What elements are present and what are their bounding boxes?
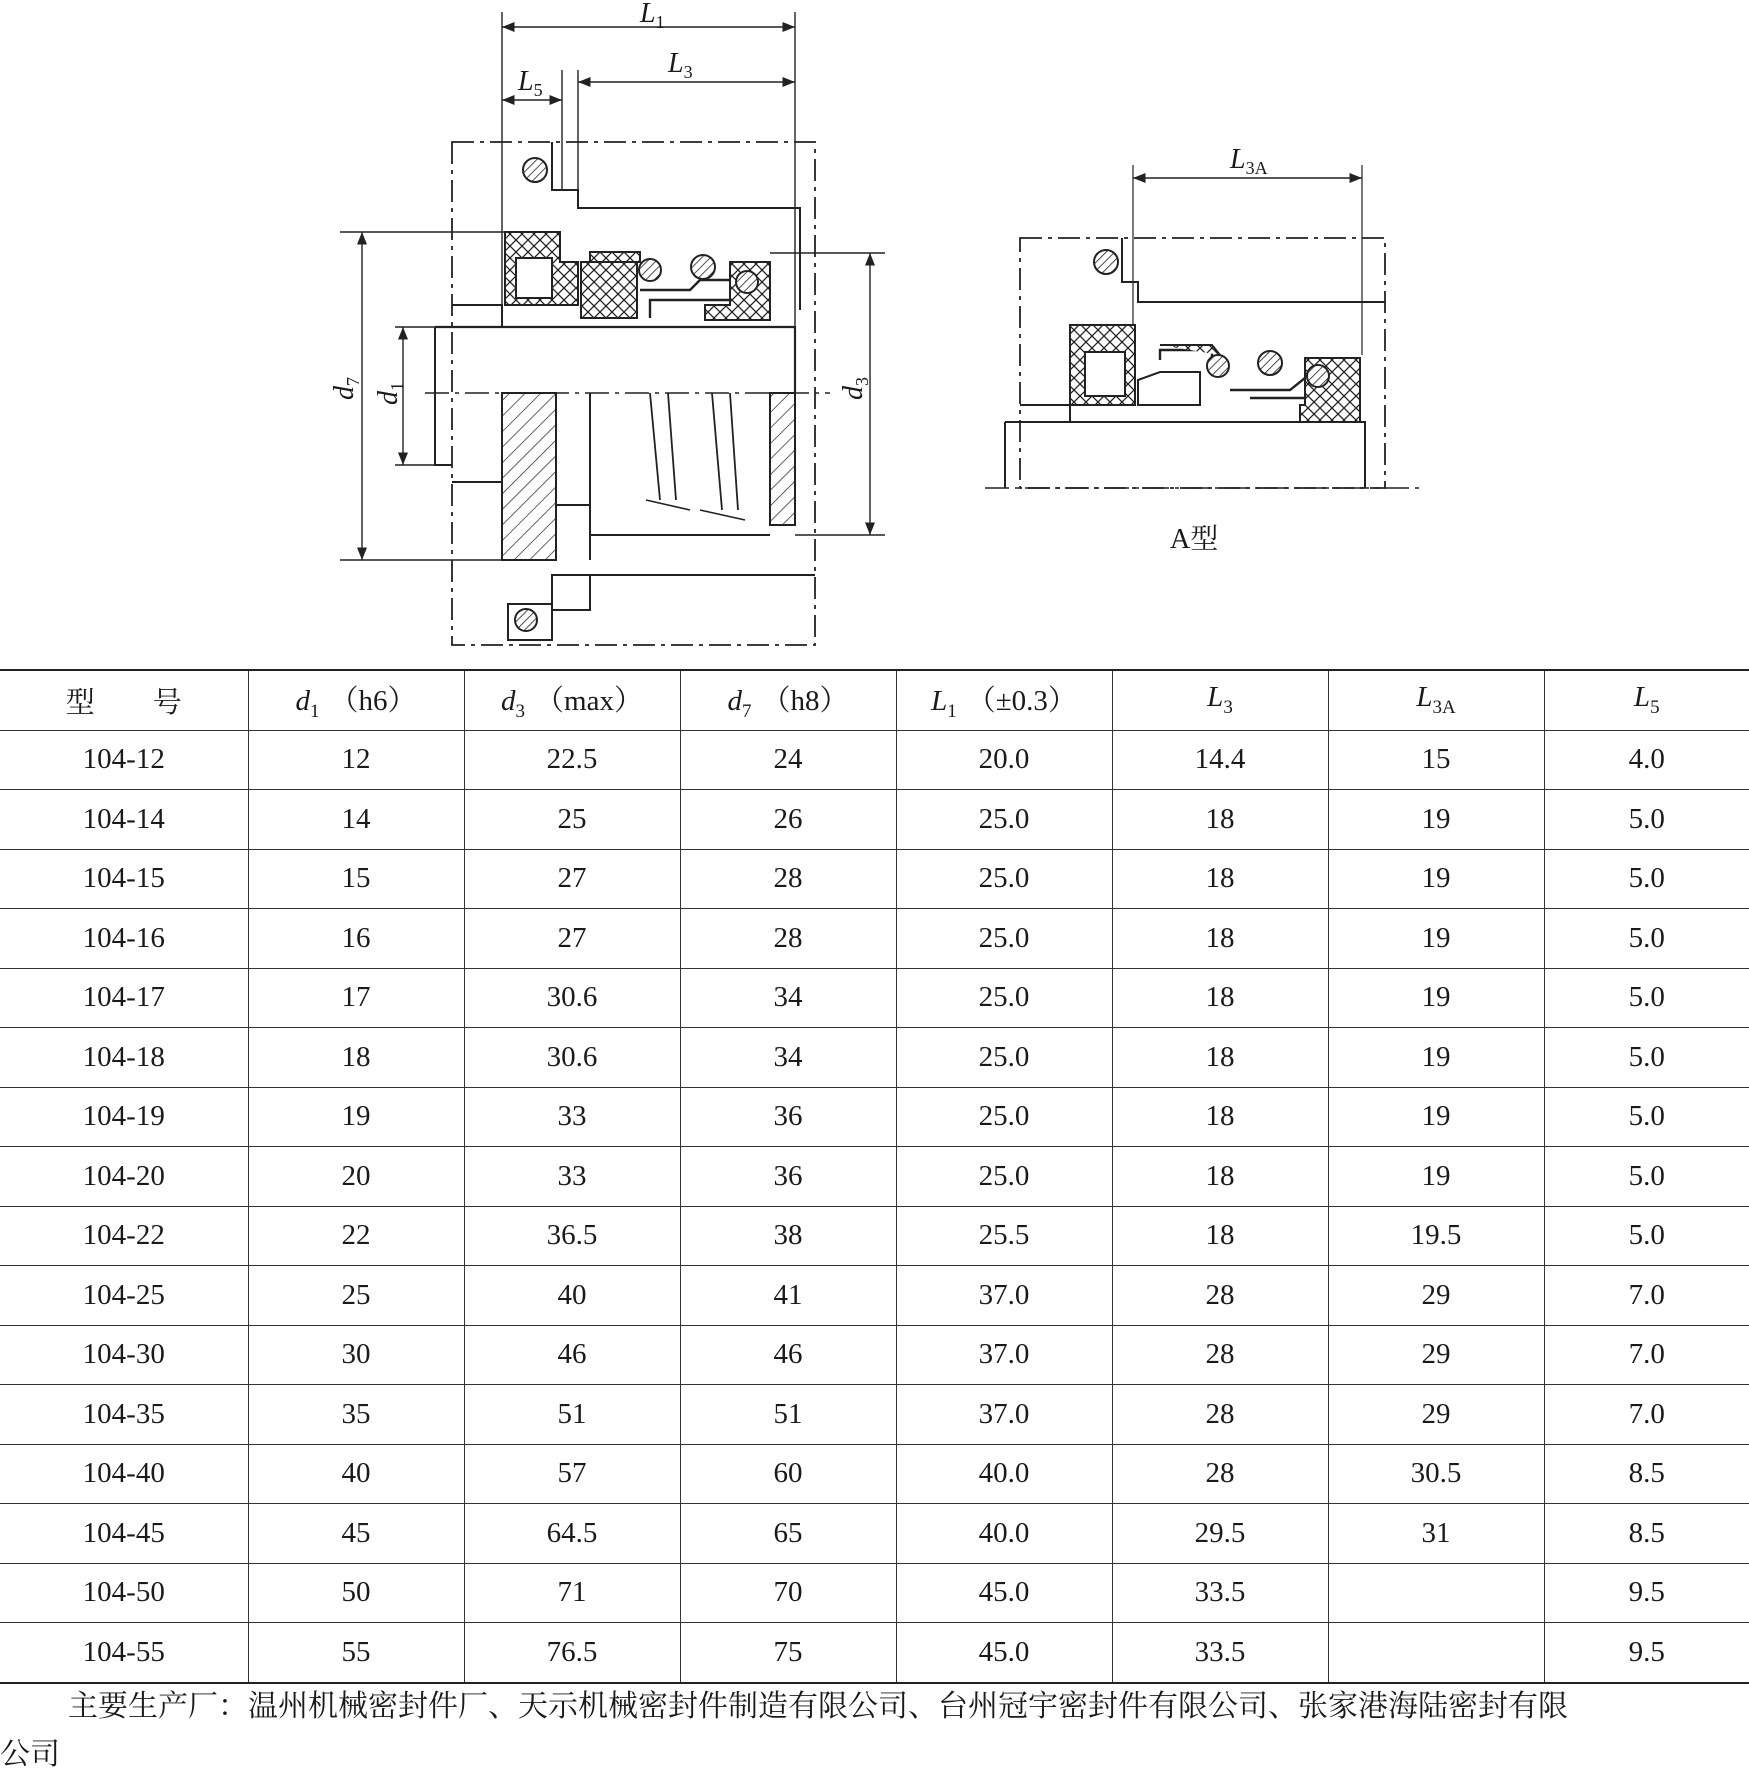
- value-cell: 37.0: [896, 1385, 1112, 1445]
- value-cell: 5.0: [1544, 1147, 1749, 1207]
- value-cell: 26: [680, 790, 896, 850]
- table-row: [0, 790, 1749, 850]
- technical-drawing: [0, 0, 1749, 668]
- value-cell: 31: [1328, 1504, 1544, 1564]
- model-cell: 104-40: [0, 1444, 248, 1504]
- header-symbol: L: [1207, 681, 1224, 714]
- value-cell: 76.5: [464, 1623, 680, 1683]
- table-row: [0, 1266, 1749, 1326]
- value-cell: 40.0: [896, 1444, 1112, 1504]
- variant-a-view: [985, 238, 1420, 488]
- header-cell: [464, 670, 680, 730]
- value-cell: 5.0: [1544, 1087, 1749, 1147]
- value-cell: 28: [1112, 1266, 1328, 1326]
- value-cell: 8.5: [1544, 1504, 1749, 1564]
- value-cell: 25.0: [896, 790, 1112, 850]
- value-cell: 25.0: [896, 909, 1112, 969]
- table-row: [0, 1504, 1749, 1564]
- value-cell: 51: [464, 1385, 680, 1445]
- value-cell: 24: [680, 730, 896, 790]
- value-cell: 16: [248, 909, 464, 969]
- value-cell: 30.5: [1328, 1444, 1544, 1504]
- value-cell: 14.4: [1112, 730, 1328, 790]
- value-cell: 65: [680, 1504, 896, 1564]
- value-cell: 4.0: [1544, 730, 1749, 790]
- header-cell: [1544, 670, 1749, 730]
- value-cell: 15: [248, 849, 464, 909]
- value-cell: 38: [680, 1206, 896, 1266]
- value-cell: 45.0: [896, 1623, 1112, 1683]
- model-cell: 104-12: [0, 730, 248, 790]
- value-cell: 19: [1328, 1087, 1544, 1147]
- value-cell: 25.0: [896, 1028, 1112, 1088]
- value-cell: 18: [1112, 790, 1328, 850]
- value-cell: 34: [680, 1028, 896, 1088]
- value-cell: 36: [680, 1087, 896, 1147]
- value-cell: 14: [248, 790, 464, 850]
- value-cell: 45.0: [896, 1563, 1112, 1623]
- table-row: [0, 1444, 1749, 1504]
- model-cell: 104-55: [0, 1623, 248, 1683]
- dim-label-L3A: $L_{3A}$: [1230, 144, 1268, 178]
- value-cell: 57: [464, 1444, 680, 1504]
- table-body: [0, 730, 1749, 1683]
- header-subscript: 1: [947, 700, 957, 722]
- value-cell: 18: [1112, 909, 1328, 969]
- value-cell: 22.5: [464, 730, 680, 790]
- value-cell: 19.5: [1328, 1206, 1544, 1266]
- model-cell: 104-45: [0, 1504, 248, 1564]
- model-cell: 104-25: [0, 1266, 248, 1326]
- value-cell: 5.0: [1544, 1206, 1749, 1266]
- value-cell: 25: [464, 790, 680, 850]
- value-cell: 40: [248, 1444, 464, 1504]
- table-row: [0, 1147, 1749, 1207]
- value-cell: 71: [464, 1563, 680, 1623]
- value-cell: 45: [248, 1504, 464, 1564]
- value-cell: 8.5: [1544, 1444, 1749, 1504]
- header-tolerance: （±0.3）: [966, 684, 1077, 717]
- table-row: [0, 1206, 1749, 1266]
- value-cell: 18: [1112, 1087, 1328, 1147]
- value-cell: 25.0: [896, 968, 1112, 1028]
- value-cell: 12: [248, 730, 464, 790]
- value-cell: [1328, 1623, 1544, 1683]
- model-cell: 104-20: [0, 1147, 248, 1207]
- main-section-view: [340, 12, 885, 645]
- header-label: 型 号: [65, 686, 182, 719]
- value-cell: 28: [1112, 1325, 1328, 1385]
- header-subscript: 3A: [1432, 697, 1456, 719]
- value-cell: 7.0: [1544, 1325, 1749, 1385]
- value-cell: 29.5: [1112, 1504, 1328, 1564]
- value-cell: 51: [680, 1385, 896, 1445]
- value-cell: 29: [1328, 1385, 1544, 1445]
- model-cell: 104-17: [0, 968, 248, 1028]
- value-cell: 5.0: [1544, 790, 1749, 850]
- value-cell: 33: [464, 1147, 680, 1207]
- value-cell: 75: [680, 1623, 896, 1683]
- value-cell: 46: [464, 1325, 680, 1385]
- value-cell: 18: [1112, 849, 1328, 909]
- value-cell: 28: [680, 909, 896, 969]
- value-cell: 25: [248, 1266, 464, 1326]
- dim-label-L5: $L_5$: [518, 66, 543, 100]
- value-cell: 29: [1328, 1266, 1544, 1326]
- header-subscript: 1: [309, 700, 320, 722]
- value-cell: 18: [1112, 968, 1328, 1028]
- value-cell: 25.5: [896, 1206, 1112, 1266]
- value-cell: 5.0: [1544, 909, 1749, 969]
- header-subscript: 3: [1223, 697, 1233, 719]
- value-cell: 19: [1328, 1028, 1544, 1088]
- value-cell: 5.0: [1544, 968, 1749, 1028]
- table-row: [0, 730, 1749, 790]
- value-cell: 18: [248, 1028, 464, 1088]
- table-row: [0, 1563, 1749, 1623]
- table-row: [0, 1325, 1749, 1385]
- header-subscript: 7: [741, 700, 752, 722]
- header-symbol: L: [931, 684, 948, 717]
- header-symbol: d: [727, 684, 742, 717]
- value-cell: 27: [464, 849, 680, 909]
- value-cell: 19: [1328, 790, 1544, 850]
- value-cell: 19: [248, 1087, 464, 1147]
- value-cell: 41: [680, 1266, 896, 1326]
- value-cell: 19: [1328, 909, 1544, 969]
- header-symbol: L: [1633, 681, 1651, 714]
- value-cell: 40: [464, 1266, 680, 1326]
- value-cell: 50: [248, 1563, 464, 1623]
- value-cell: 33.5: [1112, 1623, 1328, 1683]
- value-cell: 30: [248, 1325, 464, 1385]
- header-symbol: d: [295, 684, 310, 717]
- value-cell: 28: [680, 849, 896, 909]
- value-cell: 35: [248, 1385, 464, 1445]
- value-cell: 40.0: [896, 1504, 1112, 1564]
- value-cell: 33.5: [1112, 1563, 1328, 1623]
- model-cell: 104-14: [0, 790, 248, 850]
- dim-label-d1: $d_1$: [373, 382, 407, 405]
- value-cell: 55: [248, 1623, 464, 1683]
- header-tolerance: （h6）: [329, 684, 417, 717]
- variant-caption: A型: [1170, 524, 1219, 555]
- value-cell: 33: [464, 1087, 680, 1147]
- value-cell: 18: [1112, 1206, 1328, 1266]
- header-cell: [1112, 670, 1328, 730]
- header-symbol: d: [501, 684, 516, 717]
- dim-label-d3: $d_3$: [838, 377, 872, 400]
- value-cell: 70: [680, 1563, 896, 1623]
- value-cell: 25.0: [896, 849, 1112, 909]
- table-row: [0, 1385, 1749, 1445]
- value-cell: 18: [1112, 1028, 1328, 1088]
- value-cell: 19: [1328, 968, 1544, 1028]
- model-cell: 104-22: [0, 1206, 248, 1266]
- table-row: [0, 849, 1749, 909]
- value-cell: 22: [248, 1206, 464, 1266]
- header-cell: [680, 670, 896, 730]
- value-cell: 18: [1112, 1147, 1328, 1207]
- header-symbol: L: [1416, 681, 1433, 714]
- dim-label-d7: $d_7$: [329, 377, 363, 400]
- value-cell: 5.0: [1544, 1028, 1749, 1088]
- value-cell: 20: [248, 1147, 464, 1207]
- value-cell: 20.0: [896, 730, 1112, 790]
- table-header: [0, 670, 1749, 730]
- dim-label-L1: $L_1$: [640, 0, 665, 32]
- table-row: [0, 1028, 1749, 1088]
- value-cell: 5.0: [1544, 849, 1749, 909]
- value-cell: 64.5: [464, 1504, 680, 1564]
- model-cell: 104-35: [0, 1385, 248, 1445]
- value-cell: 28: [1112, 1385, 1328, 1445]
- footnote-line-1: 主要生产厂：温州机械密封件厂、天示机械密封件制造有限公司、台州冠宇密封件有限公司、张家港海陆密封有限: [68, 1689, 1568, 1724]
- table-row: [0, 968, 1749, 1028]
- model-cell: 104-18: [0, 1028, 248, 1088]
- value-cell: 28: [1112, 1444, 1328, 1504]
- header-tolerance: （h8）: [761, 684, 849, 717]
- value-cell: 36: [680, 1147, 896, 1207]
- header-cell: [1328, 670, 1544, 730]
- value-cell: 60: [680, 1444, 896, 1504]
- value-cell: 7.0: [1544, 1266, 1749, 1326]
- model-cell: 104-30: [0, 1325, 248, 1385]
- value-cell: 27: [464, 909, 680, 969]
- value-cell: 30.6: [464, 1028, 680, 1088]
- header-tolerance: （max）: [535, 684, 643, 717]
- value-cell: 29: [1328, 1325, 1544, 1385]
- value-cell: 37.0: [896, 1266, 1112, 1326]
- value-cell: 30.6: [464, 968, 680, 1028]
- value-cell: 19: [1328, 849, 1544, 909]
- table-row: [0, 909, 1749, 969]
- header-row: [0, 670, 1749, 730]
- value-cell: 46: [680, 1325, 896, 1385]
- model-cell: 104-50: [0, 1563, 248, 1623]
- model-cell: 104-16: [0, 909, 248, 969]
- model-cell: 104-15: [0, 849, 248, 909]
- value-cell: 25.0: [896, 1087, 1112, 1147]
- dimension-table: [0, 669, 1749, 1684]
- value-cell: 25.0: [896, 1147, 1112, 1207]
- header-cell: [248, 670, 464, 730]
- value-cell: 36.5: [464, 1206, 680, 1266]
- header-subscript: 5: [1650, 697, 1660, 719]
- value-cell: 9.5: [1544, 1623, 1749, 1683]
- value-cell: 34: [680, 968, 896, 1028]
- table-row: [0, 1087, 1749, 1147]
- value-cell: 19: [1328, 1147, 1544, 1207]
- footnote: [0, 1683, 1749, 1779]
- header-cell: [896, 670, 1112, 730]
- value-cell: 15: [1328, 730, 1544, 790]
- footnote-line-2: 公司: [0, 1737, 60, 1772]
- value-cell: 7.0: [1544, 1385, 1749, 1445]
- table-row: [0, 1623, 1749, 1683]
- value-cell: 17: [248, 968, 464, 1028]
- value-cell: 9.5: [1544, 1563, 1749, 1623]
- header-subscript: 3: [515, 700, 526, 722]
- model-cell: 104-19: [0, 1087, 248, 1147]
- value-cell: [1328, 1563, 1544, 1623]
- header-cell: [0, 670, 248, 730]
- value-cell: 37.0: [896, 1325, 1112, 1385]
- dim-label-L3: $L_3$: [668, 48, 693, 82]
